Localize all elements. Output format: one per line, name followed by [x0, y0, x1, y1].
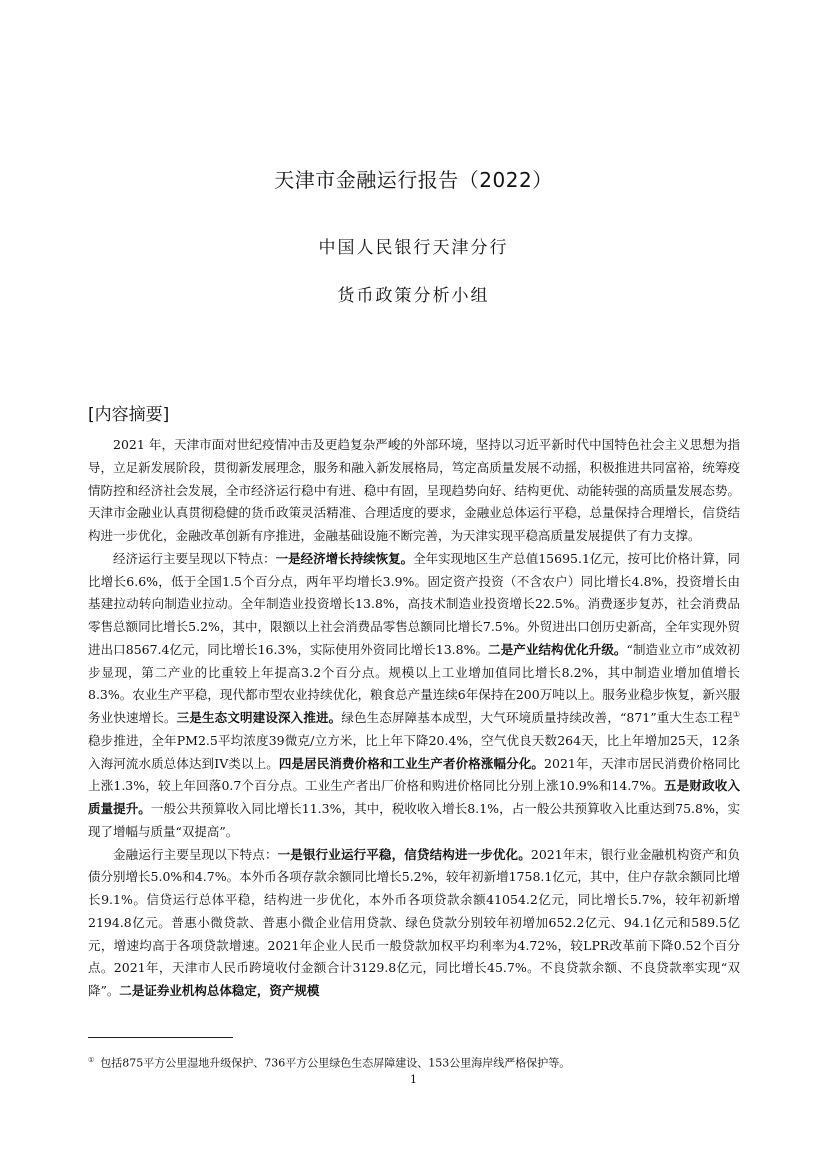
finance-intro: 金融运行主要呈现以下特点：: [113, 846, 278, 862]
economy-intro: 经济运行主要呈现以下特点：: [113, 550, 276, 566]
issuing-group: 货币政策分析小组: [337, 286, 490, 306]
footnote-marker: ①: [88, 1056, 95, 1064]
economy-point-1: 一是经济增长持续恢复。: [275, 550, 414, 566]
page-number: 1: [410, 1073, 417, 1086]
economy-text-5: 一般公共预算收入同比增长11.3%，其中，税收收入增长8.1%，占一般公共预算收入比重达到75.8%，实现了增幅与质量“双提高”。: [88, 801, 740, 839]
section-heading: [内容摘要]: [88, 405, 170, 425]
economy-text-4: 2021年，天津市居民消费价格同比上涨1.3%，较上年回落0.7个百分点。工业生产者出厂价格和购进价格同比分别上涨10.9%和14.7%。: [88, 755, 741, 794]
finance-text-1: 2021年末，银行业金融机构资产和负债分别增长5.0%和4.7%。本外币各项存款余额同比增长5.2%，较年初新增1758.1亿元，其中，住户存款余额同比增长9.1%。信贷运行总体平稳，结构进一步优化，本外币各项贷款余额41054.2亿元，同比增长5.7%，较年初新增2194.8亿元。普惠小微贷款、普惠小微企业信用贷款、绿色贷款分别较年初增加652.2亿元、94.1亿元和589.5亿元，增速均高于各项贷款增速。2021年企业人民币一般贷款加权平均利率为4.72%，较LPR改革前下降0.52个百分点。2021年，天津市人民币跨境收付金额合计3129.8亿元，同比增长45.7%。不良贷款余额、不良贷款率实现“双降”。: [88, 846, 740, 998]
economy-point-3: 三是生态文明建设深入推进。: [176, 710, 342, 725]
footnote-divider: [88, 1037, 233, 1038]
economy-point-4: 四是居民消费价格和工业生产者价格涨幅分化。: [278, 755, 545, 771]
footnote-reference[interactable]: ①: [732, 709, 740, 719]
finance-point-2: 二是证券业机构总体稳定，资产规模: [119, 983, 320, 998]
finance-point-1: 一是银行业运行平稳，信贷结构进一步优化。: [277, 846, 531, 862]
paragraph-economy: [88, 548, 740, 844]
economy-text-3a: 绿色生态屏障基本成型，大气环境质量持续改善，“871”重大生态工程: [341, 710, 733, 725]
economy-point-2: 二是产业结构优化升级。: [488, 641, 627, 657]
paragraph-finance: [88, 844, 740, 1003]
footnote: [88, 1053, 748, 1071]
paragraph-overview: 2021 年，天津市面对世纪疫情冲击及更趋复杂严峻的外部环境，坚持以习近平新时代中国特色社会主义思想为指导，立足新发展阶段，贯彻新发展理念，服务和融入新发展格局，笃定高质量发展不动摇，积极推进共同富裕，统筹疫情防控和经济社会发展，全市经济运行稳中有进、稳中有固，呈现趋势向好、结构更优、动能转强的高质量发展态势。天津市金融业认真贯彻稳健的货币政策灵活精准、合理适度的要求，金融业总体运行平稳，总量保持合理增长，信贷结构进一步优化，金融改革创新有序推进，金融基础设施不断完善，为天津实现平稳高质量发展提供了有力支撑。: [88, 437, 740, 543]
document-title: 天津市金融运行报告（2022）: [274, 168, 553, 192]
economy-point-5: 五是财政收入质量提升。: [88, 778, 740, 816]
economy-text-2: “制造业立市”成效初步显现，第二产业的比重较上年提高3.2个百分点。规模以上工业增加值同比增长8.2%，其中制造业增加值增长8.3%。农业生产平稳，现代都市型农业持续优化，粮食总产量连续6年保持在200万吨以上。服务业稳步恢复，新兴服务业快速增长。: [88, 641, 740, 725]
abstract-body: [88, 434, 740, 1003]
economy-text-1: 全年实现地区生产总值15695.1亿元，按可比价格计算，同比增长6.6%，低于全国1.5个百分点，两年平均增长3.9%。固定资产投资（不含农户）同比增长4.8%，投资增长由基建拉动转向制造业拉动。全年制造业投资增长13.8%，高技术制造业投资增长22.5%。消费逐步复苏，社会消费品零售总额同比增长5.2%，其中，限额以上社会消费品零售总额同比增长7.5%。外贸进出口创历史新高，全年实现外贸进出口8567.4亿元，同比增长16.3%，实际使用外资同比增长13.8%。: [88, 550, 740, 657]
footnote-text: 包括875平方公里湿地升级保护、736平方公里绿色生态屏障建设、153公里海岸线严格保护等。: [100, 1056, 571, 1070]
economy-text-3b: 稳步推进，全年PM2.5平均浓度39微克/立方米，比上年下降20.4%，空气优良天数264天，比上年增加25天，12条入海河流水质总体达到IV类以上。: [88, 732, 740, 771]
issuing-organization: 中国人民银行天津分行: [318, 238, 509, 258]
